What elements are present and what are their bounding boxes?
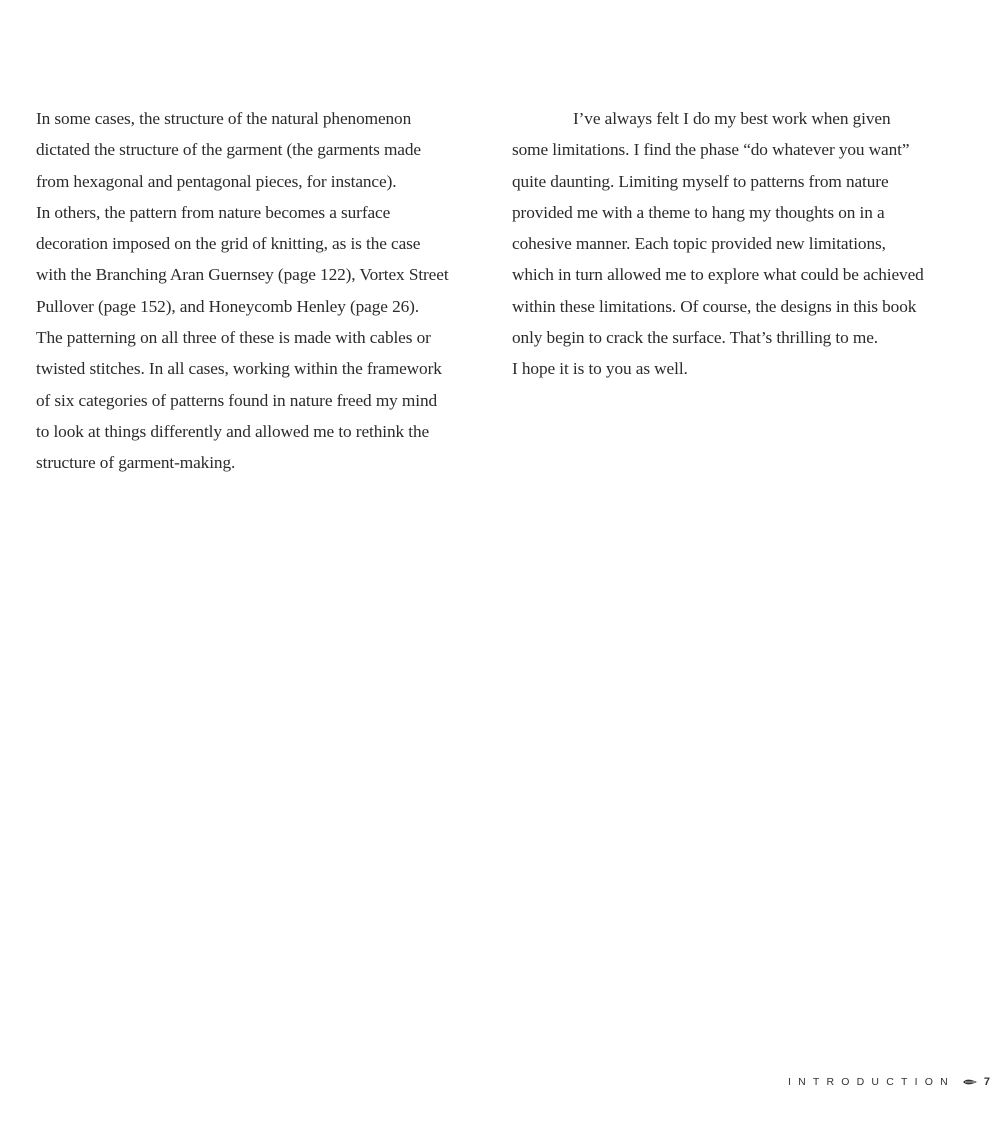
paragraph-line: In others, the pattern from nature becomes a surface (36, 202, 391, 222)
right-text-column (512, 103, 932, 385)
left-text-column (36, 103, 466, 479)
paragraph-line: some limitations. I find the phase “do whatever you want” (512, 140, 910, 160)
paragraph-line: dictated the structure of the garment (the garments made (36, 140, 421, 160)
running-footer (788, 1074, 990, 1090)
page-number: 7 (983, 1076, 990, 1088)
paragraph-line: with the Branching Aran Guernsey (page 122), Vortex Street (36, 265, 449, 285)
paragraph-line: within these limitations. Of course, the designs in this book (512, 296, 917, 316)
paragraph-line: cohesive manner. Each topic provided new limitations, (512, 234, 886, 254)
paragraph-line: structure of garment-making. (36, 453, 236, 473)
paragraph-line: decoration imposed on the grid of knitting, as is the case (36, 234, 421, 254)
paragraph-line: of six categories of patterns found in nature freed my mind (36, 390, 438, 410)
paragraph-line: to look at things differently and allowed me to rethink the (36, 421, 430, 441)
section-name: INTRODUCTION (787, 1076, 955, 1088)
paragraph-line: twisted stitches. In all cases, working within the framework (36, 359, 442, 379)
paragraph-line: only begin to crack the surface. That’s thrilling to me. (512, 328, 879, 348)
paragraph-line: The patterning on all three of these is made with cables or (36, 328, 431, 348)
paragraph-line: I hope it is to you as well. (512, 359, 688, 379)
paragraph-line: In some cases, the structure of the natural phenomenon (36, 109, 412, 128)
paragraph-line: which in turn allowed me to explore what could be achieved (512, 265, 924, 285)
paragraph-line: provided me with a theme to hang my thoughts on in a (512, 202, 885, 222)
paragraph-line: Pullover (page 152), and Honeycomb Henley (page 26). (36, 296, 420, 316)
paragraph-line: from hexagonal and pentagonal pieces, for instance). (36, 171, 397, 191)
leaf-ornament-icon (963, 1078, 977, 1086)
paragraph-first-line: I’ve always felt I do my best work when given (573, 109, 891, 128)
paragraph-line: quite daunting. Limiting myself to patterns from nature (512, 171, 889, 191)
